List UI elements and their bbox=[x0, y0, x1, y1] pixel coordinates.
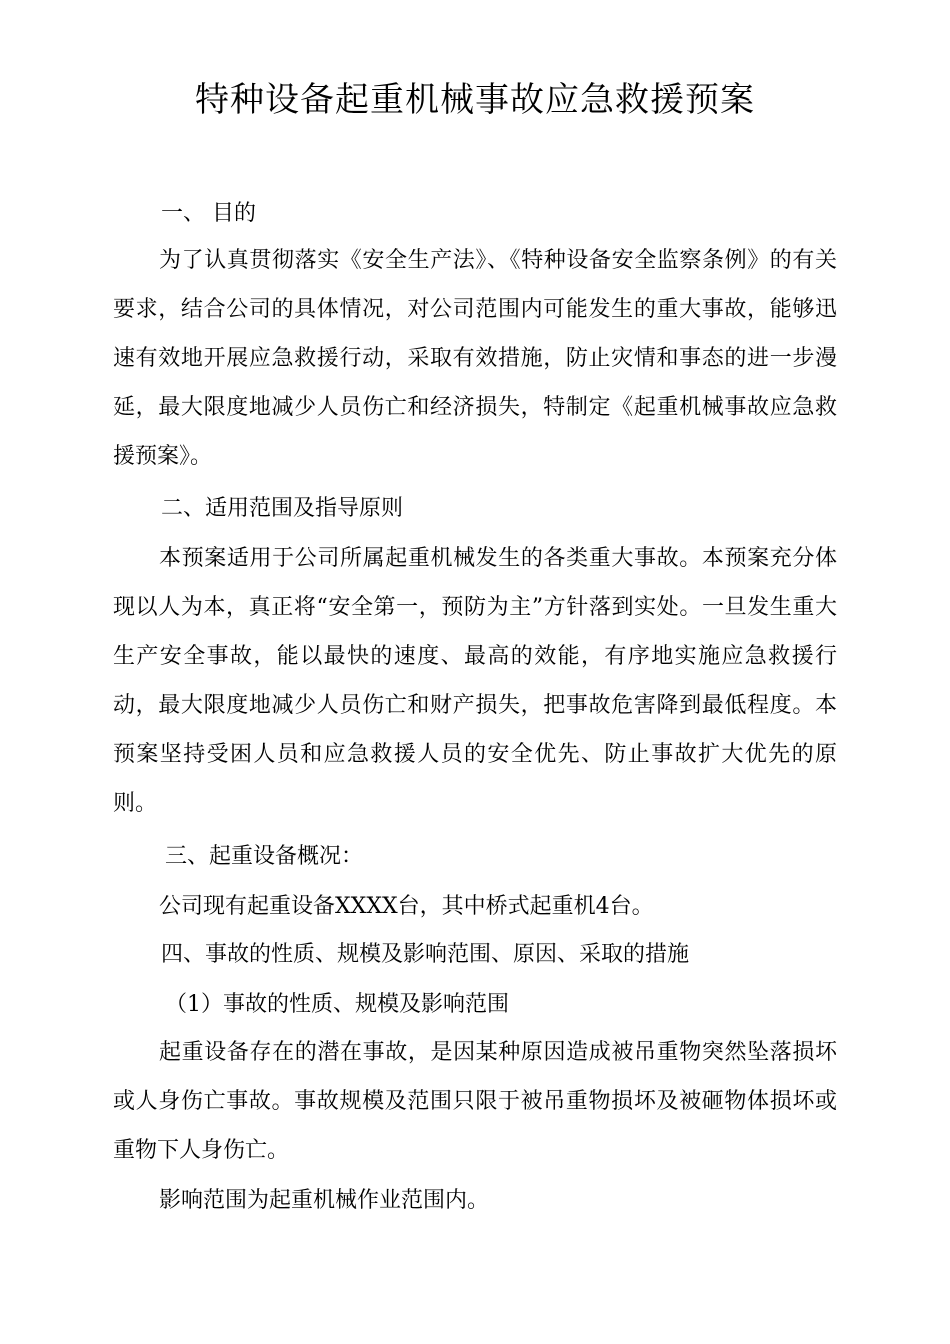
paragraph-purpose: 为了认真贯彻落实《安全生产法》、《特种设备安全监察条例》的有关要求，结合公司的具体情况，对公司范围内可能发生的重大事故，能够迅速有效地开展应急救援行动，采取有效措施，防止灾情和事态的进一步漫延，最大限度地减少人员伤亡和经济损失，特制定《起重机械事故应急救援预案》。 bbox=[113, 248, 837, 469]
section-heading-purpose: 一、 目的 bbox=[161, 201, 256, 226]
section-heading-scope: 二、适用范围及指导原则 bbox=[161, 496, 404, 521]
document-title: 特种设备起重机械事故应急救援预案 bbox=[195, 80, 755, 120]
section-heading-accident: 四、事故的性质、规模及影响范围、原因、采取的措施 bbox=[161, 942, 690, 967]
paragraph-overview: 公司现有起重设备XXXX台，其中桥式起重机4台。 bbox=[159, 894, 654, 919]
paragraph-accident-nature: 起重设备存在的潜在事故，是因某种原因造成被吊重物突然坠落损坏或人身伤亡事故。事故规模及范围只限于被吊重物损坏及被砸物体损坏或重物下人身伤亡。 bbox=[113, 1040, 837, 1163]
sub-heading-accident-nature: （1）事故的性质、规模及影响范围 bbox=[165, 992, 509, 1017]
paragraph-influence-scope: 影响范围为起重机械作业范围内。 bbox=[159, 1188, 490, 1213]
section-heading-overview: 三、起重设备概况： bbox=[165, 844, 364, 869]
paragraph-scope: 本预案适用于公司所属起重机械发生的各类重大事故。本预案充分体现以人为本，真正将“安全第一，预防为主”方针落到实处。一旦发生重大生产安全事故，能以最快的速度、最高的效能，有序地实施应急救援行动，最大限度地减少人员伤亡和财产损失，把事故危害降到最低程度。本预案坚持受困人员和应急救援人员的安全优先、防止事故扩大优先的原则。 bbox=[113, 546, 837, 816]
